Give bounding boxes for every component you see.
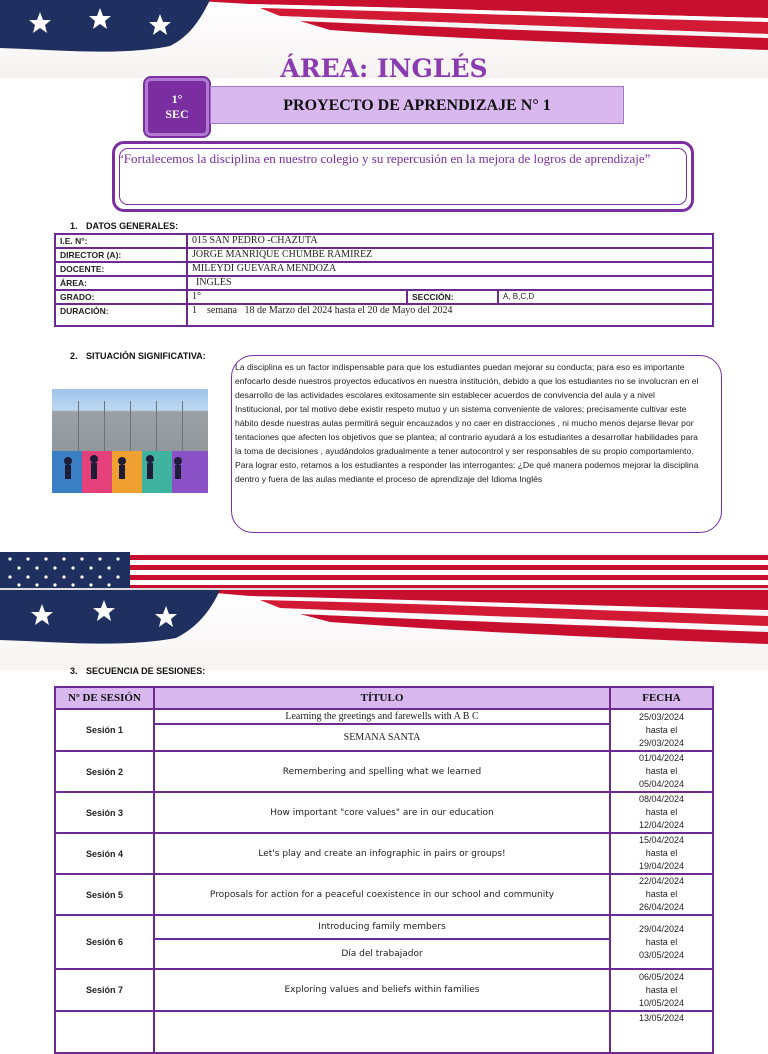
grade-badge-section: SEC — [165, 107, 189, 121]
us-flag-band — [0, 552, 768, 590]
date-until-label: hasta el — [645, 936, 678, 947]
date-until-label: hasta el — [645, 889, 678, 899]
table-row — [55, 248, 713, 262]
grado-label: GRADO: — [55, 290, 187, 304]
sesion-date — [610, 833, 713, 874]
sesion-number: Sesión 1 — [55, 709, 154, 751]
section-number: 2. — [70, 351, 78, 361]
datos-generales-heading — [70, 221, 178, 231]
date-end: 26/04/2024 — [638, 902, 685, 912]
sesiones-table — [54, 686, 714, 1054]
sesion-date — [610, 874, 713, 915]
project-title: PROYECTO DE APRENDIZAJE N° 1 — [210, 86, 624, 124]
us-flag-banner-page2 — [0, 590, 768, 670]
sesion-title: Proposals for action for a peaceful coexistence in our school and community — [154, 874, 610, 915]
sesion-title: Introducing family members — [154, 915, 610, 939]
area-label: ÁREA: — [55, 276, 187, 290]
sesion-number: Sesión 7 — [55, 969, 154, 1011]
sesion-title: Exploring values and beliefs within families — [154, 969, 610, 1011]
sesion-number: Sesión 2 — [55, 751, 154, 792]
datos-generales-table — [54, 233, 714, 327]
date-end: 19/04/2024 — [638, 861, 685, 871]
ie-value: 015 SAN PEDRO -CHAZUTA — [187, 234, 713, 248]
section-title: DATOS GENERALES: — [86, 221, 179, 231]
sesion-number — [55, 1011, 154, 1053]
table-row — [55, 276, 713, 290]
situacion-text: La disciplina es un factor indispensable para que los estudiantes puedan mejorar su conducta; para eso es importante enfocarlo desde nuestros proyectos educativos en nuestra institución, debido a que los estudiantes no se involucran en el desarrollo de las actividades escolares exitosamente sin establecer acuerdos de convivencia del aula y a nivel Institucional, por tal motivo debe existir respeto mutuo y un sistema conveniente de valores; precisamente cultivar este hábito desde nuestras aulas permitirá seguir encauzados y no caer en distracciones , ni mucho menos dejarse llevar por tentaciones que afecten los objetivos que se plantea; al contrario ayudará a los estudiantes a desarrollar habilidades para la toma de decisiones , ayudándolos gradualmente a tener autocontrol y ser responsables de su propio comportamiento. Para lograr esto, retamos a los estudiantes a responder las interrogantes: ¿De qué manera podemos mejorar la disciplina dentro y fuera de las aulas mediante el proceso de aprendizaje del Idioma Inglés — [235, 362, 699, 484]
sesion-title: Let's play and create an infographic in pairs or groups! — [154, 833, 610, 874]
table-row — [55, 262, 713, 276]
date-end: 03/05/2024 — [638, 949, 685, 960]
date-until-label: hasta el — [645, 766, 678, 776]
docente-value: MILEYDI GUEVARA MENDOZA — [187, 262, 713, 276]
date-start: 29/04/2024 — [638, 923, 685, 934]
table-row — [55, 792, 713, 833]
sesion-title-secondary: Día del trabajador — [154, 939, 610, 969]
docente-label: DOCENTE: — [55, 262, 187, 276]
table-row — [55, 1011, 713, 1053]
sesion-number: Sesión 5 — [55, 874, 154, 915]
date-until-label: hasta el — [645, 984, 678, 995]
sesion-date — [610, 792, 713, 833]
secuencia-heading — [70, 666, 205, 676]
date-until-label: hasta el — [645, 848, 678, 858]
sesion-date — [610, 751, 713, 792]
area-title: ÁREA: INGLÉS — [280, 54, 488, 83]
column-header-fecha: FECHA — [610, 687, 713, 709]
director-label: DIRECTOR (A): — [55, 248, 187, 262]
situacion-heading — [70, 351, 206, 361]
sesion-date — [610, 969, 713, 1011]
date-end: 10/05/2024 — [638, 997, 685, 1008]
sesion-number: Sesión 3 — [55, 792, 154, 833]
date-start: 08/04/2024 — [638, 794, 685, 804]
date-start: 22/04/2024 — [638, 876, 685, 886]
grado-value: 1° — [187, 290, 407, 304]
duracion-value: 1 semana 18 de Marzo del 2024 hasta el 20 de Mayo del 2024 — [187, 304, 713, 326]
sesion-number: Sesión 6 — [55, 915, 154, 969]
sesion-title: How important "core values" are in our education — [154, 792, 610, 833]
students-mural-image — [52, 389, 208, 493]
table-row — [55, 290, 713, 304]
table-row — [55, 751, 713, 792]
column-header-sesion: Nº DE SESIÓN — [55, 687, 154, 709]
sesion-date — [610, 1011, 713, 1053]
date-end: 05/04/2024 — [638, 779, 685, 789]
sesion-title-secondary: SEMANA SANTA — [154, 724, 610, 751]
grade-badge — [145, 78, 209, 136]
seccion-value: A, B,C,D — [498, 290, 713, 304]
table-row — [55, 874, 713, 915]
sesion-title — [154, 1011, 610, 1053]
date-until-label: hasta el — [645, 807, 678, 817]
section-number: 1. — [70, 221, 78, 231]
sesion-title: Remembering and spelling what we learned — [154, 751, 610, 792]
date-start: 06/05/2024 — [638, 971, 685, 982]
date-start: 15/04/2024 — [638, 835, 685, 845]
column-header-titulo: TÍTULO — [154, 687, 610, 709]
date-start: 01/04/2024 — [638, 753, 685, 763]
section-number: 3. — [70, 666, 78, 676]
table-row — [55, 833, 713, 874]
section-title: SECUENCIA DE SESIONES: — [86, 666, 206, 676]
table-row — [55, 234, 713, 248]
table-row — [55, 709, 713, 724]
table-row — [55, 915, 713, 939]
date-start: 25/03/2024 — [638, 711, 685, 722]
section-title: SITUACIÓN SIGNIFICATIVA: — [86, 351, 206, 361]
project-motto: “Fortalecemos la disciplina en nuestro colegio y su repercusión en la mejora de logros de aprendizaje” — [118, 151, 651, 166]
date-until-label: hasta el — [645, 724, 678, 735]
sesion-title: Learning the greetings and farewells with A B C — [154, 709, 610, 724]
table-row — [55, 969, 713, 1011]
table-row — [55, 304, 713, 326]
date-start: 13/05/2024 — [638, 1013, 685, 1023]
date-end: 12/04/2024 — [638, 820, 685, 830]
seccion-label: SECCIÓN: — [407, 290, 498, 304]
director-value: JORGE MANRIQUE CHUMBE RAMIREZ — [187, 248, 713, 262]
ie-label: I.E. N°: — [55, 234, 187, 248]
date-end: 29/03/2024 — [638, 737, 685, 748]
sesion-date — [610, 915, 713, 969]
duracion-label: DURACIÓN: — [55, 304, 187, 326]
area-value: INGLÉS — [187, 276, 713, 290]
table-header-row — [55, 687, 713, 709]
sesion-number: Sesión 4 — [55, 833, 154, 874]
sesion-date — [610, 709, 713, 751]
grade-badge-level: 1° — [171, 92, 183, 106]
